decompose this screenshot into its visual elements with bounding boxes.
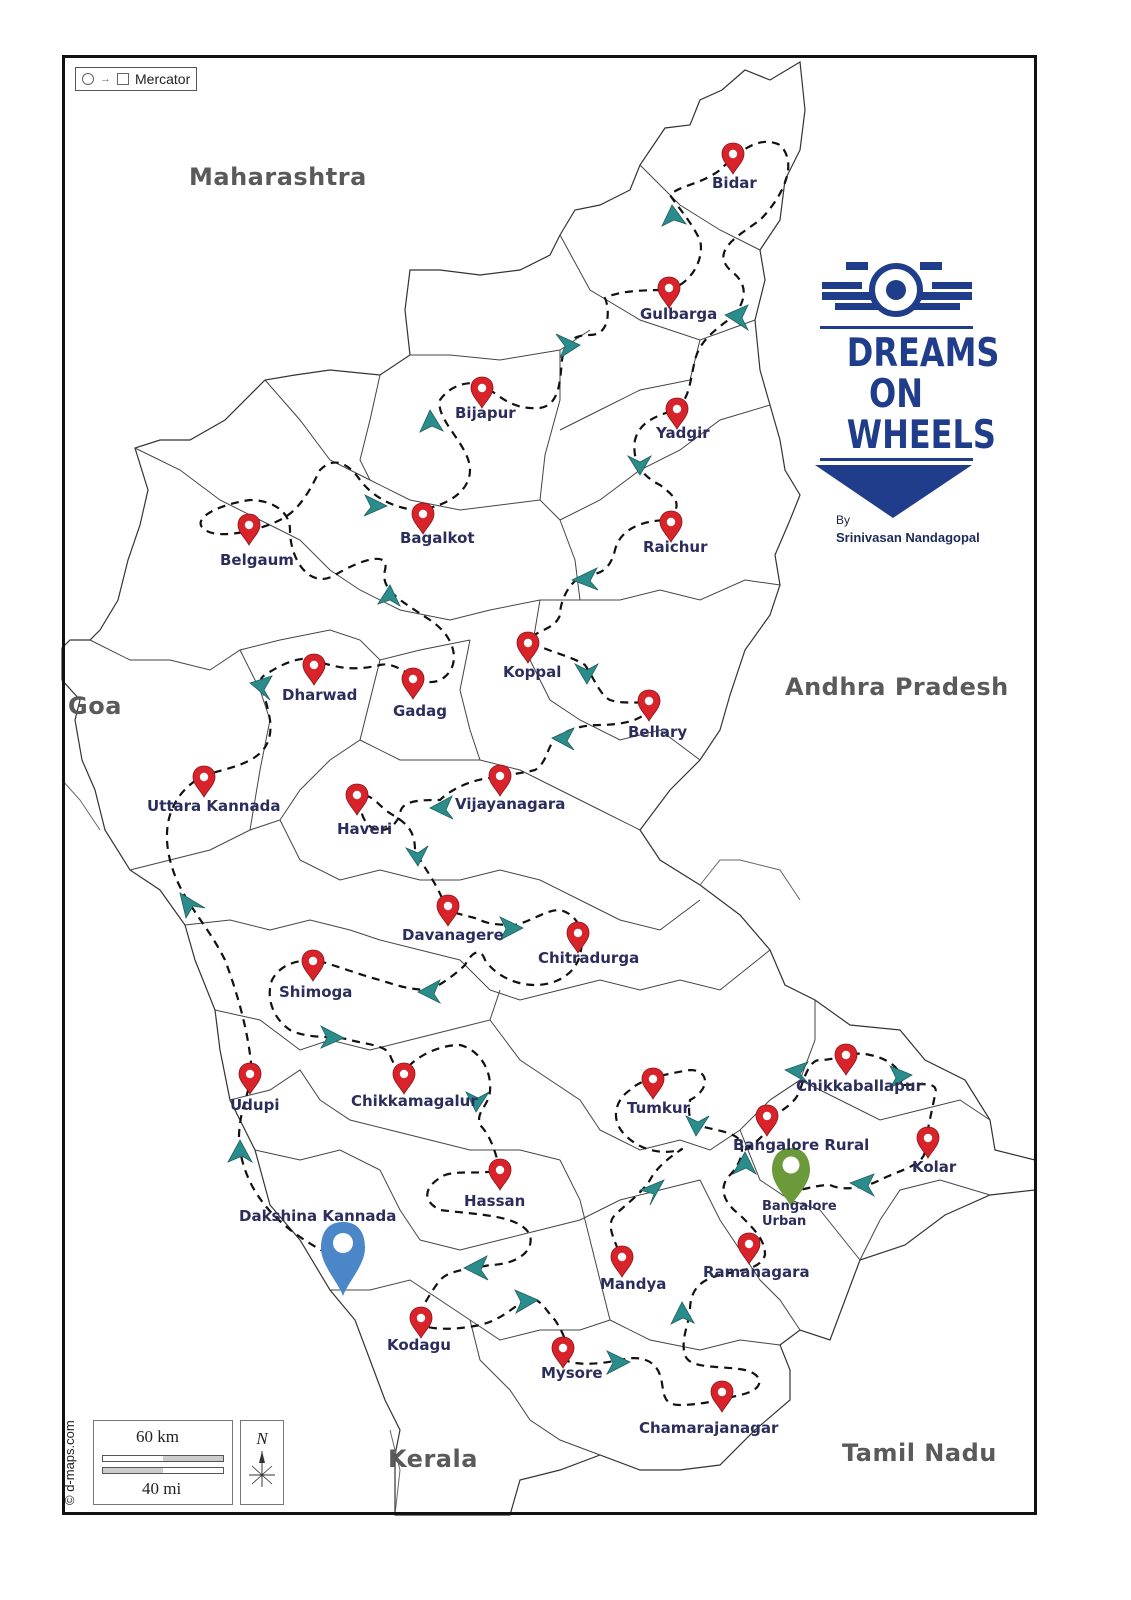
label-chitradurga: Chitradurga [538,949,640,967]
dreams-on-wheels-logo [814,258,1000,548]
logo-line-2: ON [869,372,923,417]
label-bangalore-rural: Bangalore Rural [733,1136,870,1154]
circle-icon [82,73,94,85]
label-chamarajanagar: Chamarajanagar [639,1419,779,1437]
label-raichur: Raichur [643,538,708,556]
label-shimoga: Shimoga [279,983,353,1001]
scale-bar [93,1420,233,1505]
label-chikkaballapur: Chikkaballapur [796,1077,923,1095]
north-arrow [240,1420,284,1505]
label-vijayanagara: Vijayanagara [455,795,566,813]
logo-by: By [836,513,851,527]
label-haveri: Haveri [337,820,393,838]
label-kodagu: Kodagu [387,1336,451,1354]
label-bangalore-urban-2: Urban [762,1214,807,1229]
scale-km-bar [102,1455,224,1462]
label-chikkamagalur: Chikkamagalur [351,1092,478,1110]
state-goa: Goa [68,692,122,720]
label-udupi: Udupi [230,1096,280,1114]
label-bidar: Bidar [712,174,757,192]
label-tumkur: Tumkur [627,1099,690,1117]
state-tamil-nadu: Tamil Nadu [842,1439,997,1467]
label-davanagere: Davanagere [402,926,504,944]
projection-label: Mercator [135,71,191,87]
label-yadgir: Yadgir [656,424,710,442]
scale-km-label: 60 km [136,1427,179,1446]
label-koppal: Koppal [503,663,562,681]
logo-wordmark [846,331,1000,458]
label-belgaum: Belgaum [220,551,294,569]
compass-icon [247,1449,277,1489]
d-maps-credit: © d-maps.com [62,1420,77,1505]
label-bangalore-urban-1: Bangalore [762,1199,837,1214]
label-bijapur: Bijapur [455,404,516,422]
label-ramanagara: Ramanagara [703,1263,810,1281]
scale-mi-label: 40 mi [142,1479,182,1498]
label-hassan: Hassan [464,1192,526,1210]
label-mandya: Mandya [600,1275,667,1293]
arrow-icon: → [100,73,111,85]
label-bagalkot: Bagalkot [400,529,475,547]
scale-mi-bar [102,1467,224,1474]
logo-line-3: WHEELS [846,413,996,458]
state-kerala: Kerala [388,1445,478,1473]
north-label: N [256,1429,268,1448]
label-gadag: Gadag [393,702,448,720]
label-mysore: Mysore [541,1364,603,1382]
label-dharwad: Dharwad [282,686,358,704]
label-gulbarga: Gulbarga [640,305,718,323]
projection-box [75,67,197,91]
square-icon [117,73,129,85]
label-uttara-kannada: Uttara Kannada [147,797,281,815]
state-andhra-pradesh: Andhra Pradesh [785,673,1009,701]
state-maharashtra: Maharashtra [189,163,367,191]
logo-line-1: DREAMS [846,331,1000,376]
label-dakshina-kannada: Dakshina Kannada [239,1207,397,1225]
label-kolar: Kolar [912,1158,957,1176]
logo-author: Srinivasan Nandagopal [836,530,980,545]
label-bellary: Bellary [628,723,688,741]
